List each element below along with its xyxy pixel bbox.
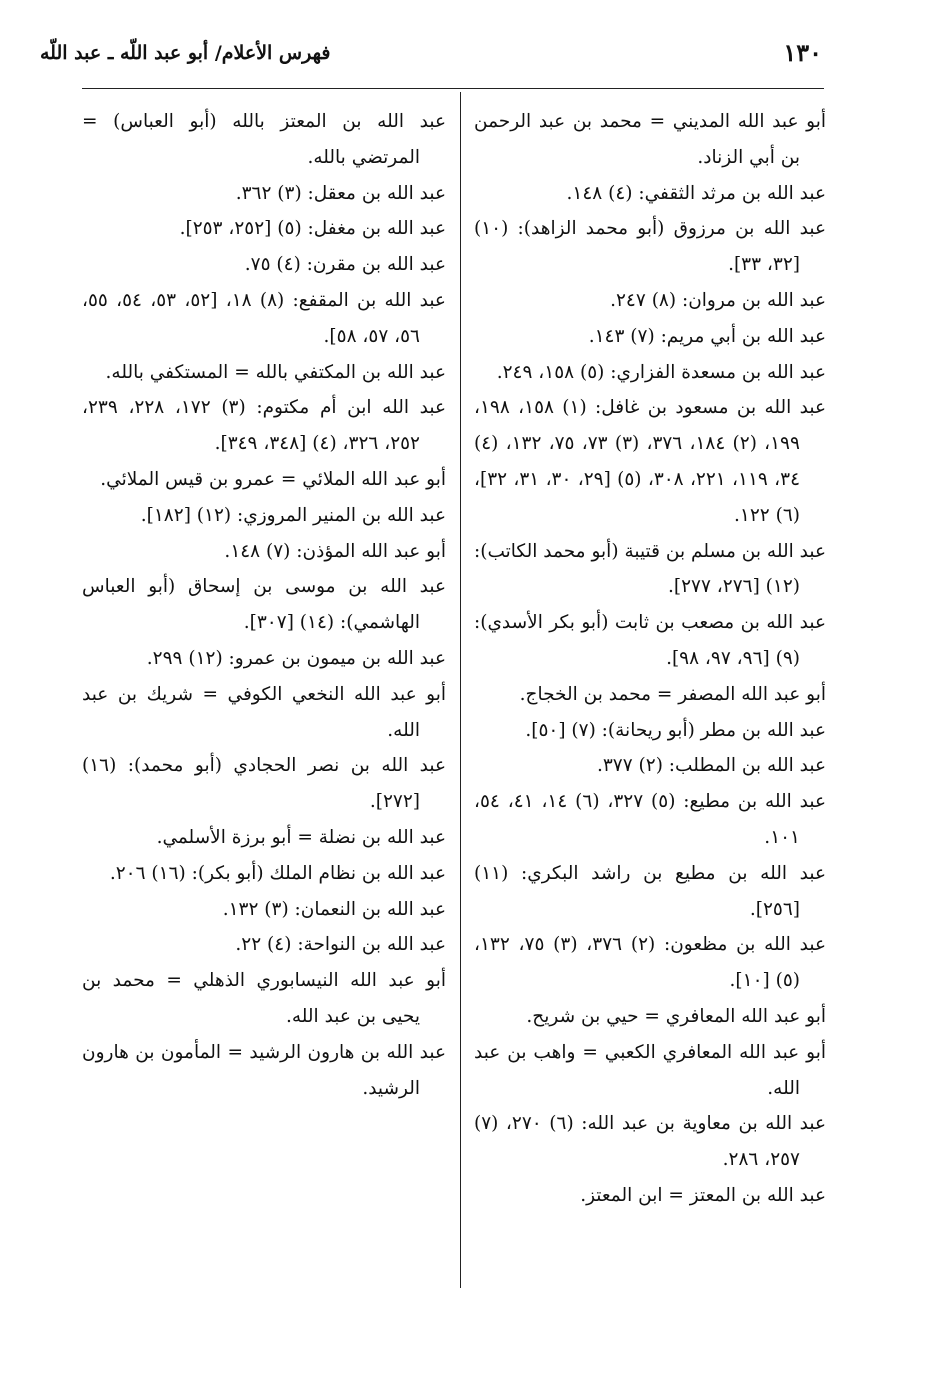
index-entry: أبو عبد الله المؤذن: (٧) ١٤٨.: [224, 540, 446, 562]
index-column-right: [474, 104, 826, 1214]
index-entry: عبد الله ابن أم مكتوم: (٣) ١٧٢، ٢٢٨، ٢٣٩، ٢٥٢، ٣٢٦، (٤) [٣٤٨، ٣٤٩].: [82, 397, 446, 455]
index-entry: عبد الله بن المنير المروزي: (١٢) [١٨٢].: [140, 504, 446, 526]
index-entry: عبد الله بن مظعون: (٢) ٣٧٦، (٣) ٧٥، ١٣٢، (٥) [١٠].: [474, 934, 827, 992]
index-entry: عبد الله بن مرثد الثقفي: (٤) ١٤٨.: [566, 182, 826, 204]
index-entry: عبد الله بن مسعدة الفزاري: (٥) ١٥٨، ٢٤٩.: [496, 361, 826, 383]
column-divider: [460, 92, 461, 1288]
index-entry: عبد الله بن مقرن: (٤) ٧٥.: [244, 254, 446, 276]
index-entry: عبد الله بن معقل: (٣) ٣٦٢.: [235, 182, 446, 204]
index-column-left: [82, 104, 446, 1106]
index-entry: عبد الله بن النواحة: (٤) ٢٢.: [235, 934, 446, 956]
page-number: ١٣٠: [783, 38, 822, 67]
index-entry: عبد الله بن مروان: (٨) ٢٤٧.: [610, 289, 826, 311]
index-entry: أبو عبد الله النخعي الكوفي = شريك بن عبد الله.: [82, 683, 446, 741]
index-entry: أبو عبد الله الملائي = عمرو بن قيس الملائي.: [100, 468, 446, 490]
index-entry: عبد الله بن مصعب بن ثابت (أبو بكر الأسدي): (٩) [٩٦، ٩٧، ٩٨].: [474, 612, 826, 669]
index-entry: عبد الله بن مطيع بن راشد البكري: (١١) [٢٥٦].: [474, 862, 826, 920]
index-entry: أبو عبد الله النيسابوري الذهلي = محمد بن يحيى بن عبد الله.: [82, 970, 446, 1027]
index-entry: عبد الله بن مغفل: (٥) [٢٥٢، ٢٥٣].: [179, 218, 446, 240]
index-entry: عبد الله بن مرزوق (أبو محمد الزاهد): (١٠) [٣٢، ٣٣].: [474, 218, 826, 276]
index-entry: عبد الله بن مسعود بن غافل: (١) ١٥٨، ١٩٨، ١٩٩، (٢) ١٨٤، ٣٧٦، (٣) ٧٣، ٧٥، ١٣٢، (٤) ٣٤، ١١٩، ٢٢١، ٣٠٨، (٥) [٢٩، ٣٠، ٣١، ٣٢]، (٦) ١٢٢.: [474, 397, 826, 526]
index-entry: عبد الله بن نضلة = أبو برزة الأسلمي.: [156, 826, 446, 848]
index-entry: عبد الله بن مطر (أبو ريحانة): (٧) [٥٠].: [525, 719, 826, 741]
index-entry: عبد الله بن هارون الرشيد = المأمون بن هارون الرشيد.: [82, 1041, 446, 1099]
index-entry: أبو عبد الله المعافري = حيي بن شريح.: [526, 1005, 826, 1027]
index-entry: عبد الله بن موسى بن إسحاق (أبو العباس الهاشمي): (١٤) [٣٠٧].: [82, 576, 446, 634]
index-entry: عبد الله بن النعمان: (٣) ١٣٢.: [222, 898, 446, 920]
index-entry: عبد الله بن مسلم بن قتيبة (أبو محمد الكاتب): (١٢) [٢٧٦، ٢٧٧].: [474, 540, 826, 598]
index-entry: أبو عبد الله المعافري الكعبي = واهب بن عبد الله.: [474, 1041, 826, 1099]
index-entry: عبد الله بن المقفع: (٨) ١٨، [٥٢، ٥٣، ٥٤، ٥٥، ٥٦، ٥٧، ٥٨].: [82, 289, 446, 347]
running-title: فهرس الأعلام/ أبو عبد اللّه ـ عبد اللّه: [40, 42, 331, 64]
page-header: [40, 38, 822, 78]
index-entry: عبد الله بن نظام الملك (أبو بكر): (١٦) ٢٠٦.: [109, 862, 446, 884]
index-entry: عبد الله بن المطلب: (٢) ٣٧٧.: [596, 755, 826, 777]
index-entry: أبو عبد الله المديني = محمد بن عبد الرحمن بن أبي الزناد.: [474, 111, 826, 168]
header-rule: [82, 88, 824, 89]
index-entry: أبو عبد الله المصفر = محمد بن الخجاج.: [519, 683, 826, 705]
index-entry: عبد الله بن المعتز بالله (أبو العباس) = المرتضي بالله.: [82, 111, 446, 168]
index-entry: عبد الله بن نصر الحجادي (أبو محمد): (١٦) [٢٧٢].: [82, 755, 446, 813]
index-entry: عبد الله بن المكتفي بالله = المستكفي بالله.: [105, 361, 446, 383]
index-entry: عبد الله بن ميمون بن عمرو: (١٢) ٢٩٩.: [146, 647, 446, 669]
index-entry: عبد الله بن أبي مريم: (٧) ١٤٣.: [588, 325, 826, 347]
index-entry: عبد الله بن معاوية بن عبد الله: (٦) ٢٧٠، (٧) ٢٥٧، ٢٨٦.: [474, 1113, 826, 1171]
index-entry: عبد الله بن مطيع: (٥) ٣٢٧، (٦) ١٤، ٤١، ٥٤، ١٠١.: [474, 791, 826, 848]
index-entry: عبد الله بن المعتز = ابن المعتز.: [580, 1184, 826, 1206]
